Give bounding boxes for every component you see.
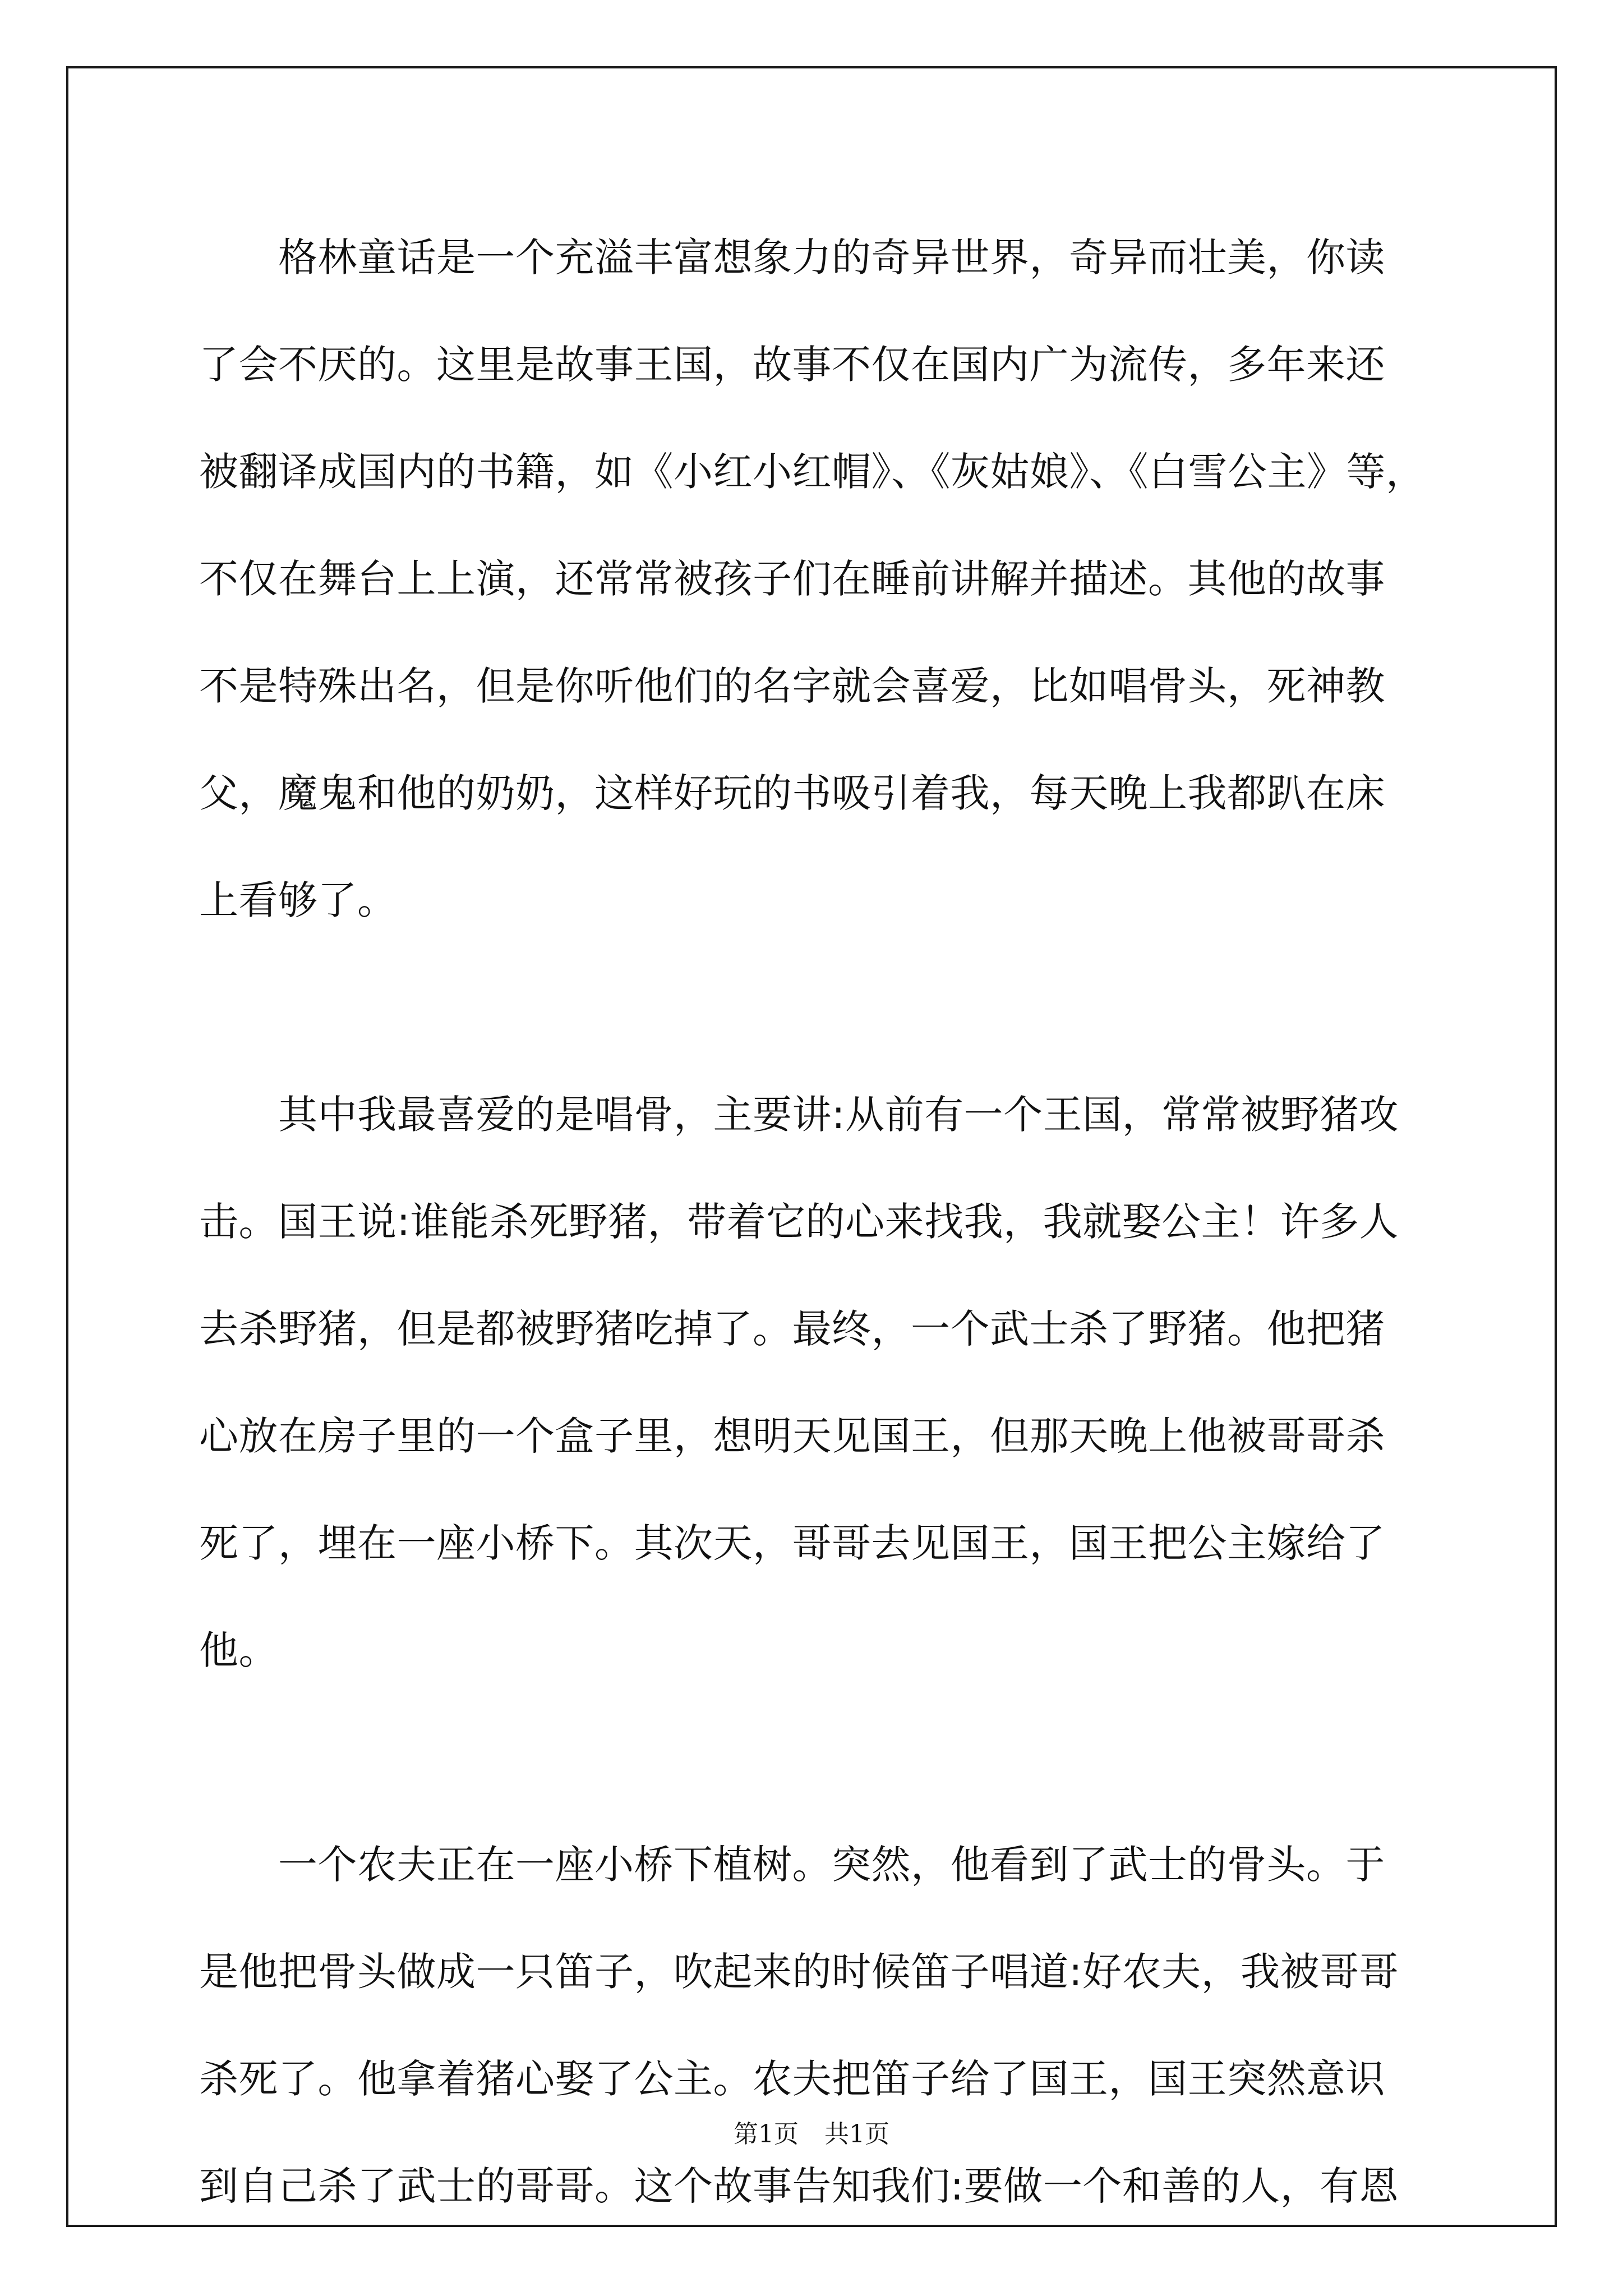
paragraph-2 xyxy=(199,1058,1433,1701)
text-line: 击。国王说:谁能杀死野猪，带着它的心来找我，我就娶公主！许多人 xyxy=(199,1199,1399,1245)
document-body xyxy=(199,201,1433,2237)
paragraph-spacer xyxy=(199,951,1433,1058)
text-line: 被翻译成国内的书籍，如《小红小红帽》、《灰姑娘》、《白雪公主》等， xyxy=(199,449,1426,495)
text-line: 不是特殊出名，但是你听他们的名字就会喜爱，比如唱骨头，死神教 xyxy=(199,663,1385,709)
page-number-current: 第1页 xyxy=(734,2120,799,2148)
text-line: 父，魔鬼和他的奶奶，这样好玩的书吸引着我，每天晚上我都趴在床 xyxy=(199,770,1385,816)
paragraph-spacer xyxy=(199,1701,1433,1808)
text-line: 格林童话是一个充溢丰富想象力的奇异世界，奇异而壮美，你读 xyxy=(199,234,1385,280)
text-line: 杀死了。他拿着猪心娶了公主。农夫把笛子给了国王，国王突然意识 xyxy=(199,2056,1385,2102)
text-line: 不仅在舞台上上演，还常常被孩子们在睡前讲解并描述。其他的故事 xyxy=(199,556,1385,602)
text-line: 到自己杀了武士的哥哥。这个故事告知我们:要做一个和善的人，有恩 xyxy=(199,2163,1399,2209)
text-line: 他。 xyxy=(199,1627,278,1673)
page-number-total: 共1页 xyxy=(824,2120,889,2148)
text-line: 了会不厌的。这里是故事王国，故事不仅在国内广为流传，多年来还 xyxy=(199,342,1385,388)
text-line: 上看够了。 xyxy=(199,877,397,923)
text-line: 去杀野猪，但是都被野猪吃掉了。最终，一个武士杀了野猪。他把猪 xyxy=(199,1306,1385,1352)
text-line: 一个农夫正在一座小桥下植树。突然，他看到了武士的骨头。于 xyxy=(199,1842,1385,1888)
text-line: 死了，埋在一座小桥下。其次天，哥哥去见国王，国王把公主嫁给了 xyxy=(199,1520,1385,1566)
page-footer xyxy=(0,2118,1623,2151)
paragraph-1 xyxy=(199,201,1433,951)
paragraph-3 xyxy=(199,1808,1433,2237)
text-line: 其中我最喜爱的是唱骨，主要讲:从前有一个王国，常常被野猪攻 xyxy=(199,1092,1399,1138)
text-line: 是他把骨头做成一只笛子，吹起来的时候笛子唱道:好农夫，我被哥哥 xyxy=(199,1949,1399,1995)
text-line: 心放在房子里的一个盒子里，想明天见国王，但那天晚上他被哥哥杀 xyxy=(199,1413,1385,1459)
